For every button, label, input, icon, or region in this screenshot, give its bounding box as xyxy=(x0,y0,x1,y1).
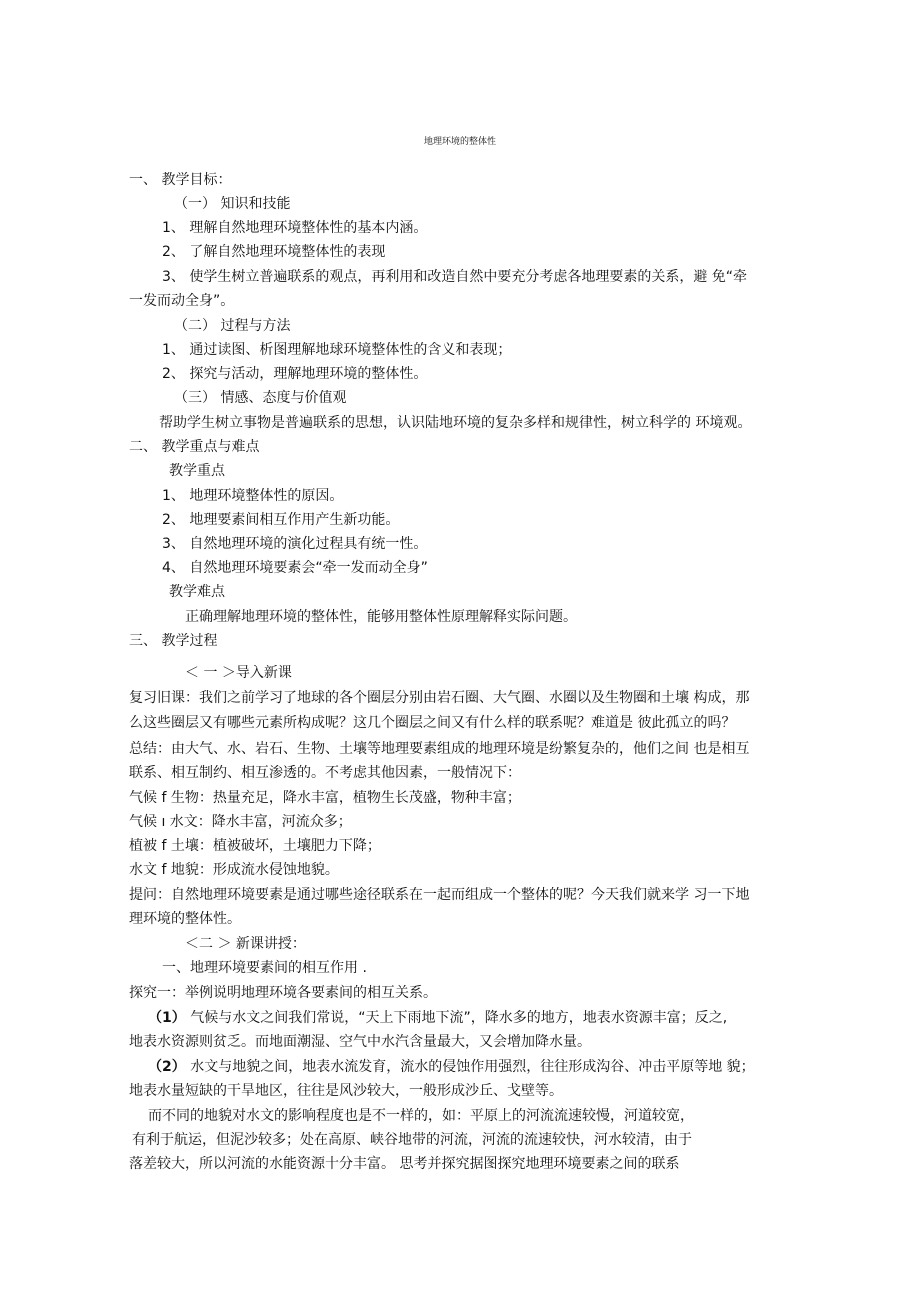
list-item: 2、 了解自然地理环境整体性的表现 xyxy=(162,244,386,260)
explore-heading: 探究一：举例说明地理环境各要素间的相互关系。 xyxy=(129,985,437,1001)
section-2-heading: 二、 教学重点与难点 xyxy=(129,439,260,455)
paragraph: 理环境的整体性。 xyxy=(129,911,241,927)
subsection-values: （三） 情感、态度与价值观 xyxy=(174,390,347,406)
paragraph xyxy=(148,1009,727,1027)
topic-heading: 一、地理环境要素间的相互作用 . xyxy=(162,960,367,976)
paragraph: 联系、相互制约、相互渗透的。不考虑其他因素，一般情况下： xyxy=(129,765,521,781)
paragraph xyxy=(148,1058,755,1076)
paragraph: 帮助学生树立事物是普遍联系的思想，认识陆地环境的复杂多样和规律性，树立科学的 环境观。 xyxy=(159,415,752,431)
paragraph: 落差较大，所以河流的水能资源十分丰富。 思考并探究据图探究地理环境要素之间的联系 xyxy=(129,1156,680,1172)
list-item: 2、 探究与活动，理解地理环境的整体性。 xyxy=(162,366,428,382)
difficulty-label: 教学难点 xyxy=(169,584,225,600)
paragraph: 地表水量短缺的干旱地区，往往是风沙较大，一般形成沙丘、戈壁等。 xyxy=(129,1083,563,1099)
subsection-intro: ＜ 一 ＞导入新课 xyxy=(185,665,292,681)
list-item-continuation: 一发而动全身”。 xyxy=(129,293,235,309)
page-title: 地理环境的整体性 xyxy=(423,137,496,147)
subsection-knowledge: （一） 知识和技能 xyxy=(174,196,291,212)
paragraph-text: 气候与水文之间我们常说，“天上下雨地下流”，降水多的地方，地表水资源丰富；反之, xyxy=(185,1010,728,1026)
relation-line: 气候 ı 水文：降水丰富，河流众多； xyxy=(129,814,352,830)
list-item: 3、 使学生树立普遍联系的观点，再利用和改造自然中要充分考虑各地理要素的关系，避 免“牵 xyxy=(162,269,748,285)
paragraph: 提问：自然地理环境要素是通过哪些途径联系在一起而组成一个整体的呢？今天我们就来学 习一下地 xyxy=(129,887,750,903)
paragraph: 地表水资源则贫乏。而地面潮湿、空气中水汽含量最大，又会增加降水量。 xyxy=(129,1034,591,1050)
paragraph: 而不同的地貌对水文的影响程度也是不一样的，如：平原上的河流流速较慢，河道较宽， xyxy=(148,1108,694,1124)
paragraph: 复习旧课：我们之前学习了地球的各个圈层分别由岩石圈、大气圈、水圈以及生物圈和土壤 构成，那 xyxy=(129,690,750,706)
paragraph-number: （2） xyxy=(148,1059,186,1075)
list-item: 1、 通过读图、析图理解地球环境整体性的含义和表现； xyxy=(162,342,512,358)
paragraph: 正确理解地理环境的整体性，能够用整体性原理解释实际问题。 xyxy=(185,609,577,625)
paragraph: 总结：由大气、水、岩石、生物、土壤等地理要素组成的地理环境是纷繁复杂的，他们之间 也是相互 xyxy=(129,741,750,757)
list-item: 1、 理解自然地理环境整体性的基本内涵。 xyxy=(162,220,428,236)
relation-line: 植被 f 土壤：植被破坏，土壤肥力下降； xyxy=(129,838,381,854)
list-item: 3、 自然地理环境的演化过程具有统一性。 xyxy=(162,536,428,552)
paragraph-number: （1） xyxy=(148,1010,186,1026)
relation-line: 气候 f 生物：热量充足，降水丰富，植物生长茂盛，物种丰富； xyxy=(129,790,521,806)
key-points-label: 教学重点 xyxy=(169,463,225,479)
paragraph: 有利于航运，但泥沙较多；处在高原、峡谷地带的河流，河流的流速较快，河水较清，由于 xyxy=(132,1132,692,1148)
list-item: 2、 地理要素间相互作用产生新功能。 xyxy=(162,512,400,528)
subsection-new-lesson: ＜二 ＞ 新课讲授： xyxy=(185,936,306,952)
section-3-heading: 三、 教学过程 xyxy=(129,633,218,649)
paragraph: 么这些圈层又有哪些元素所构成呢？这几个圈层之间又有什么样的联系呢？难道是 彼此孤立的吗？ xyxy=(129,715,736,731)
list-item: 1、 地理环境整体性的原因。 xyxy=(162,488,344,504)
relation-line: 水文 f 地貌：形成流水侵蚀地貌。 xyxy=(129,862,339,878)
section-1-heading: 一、 教学目标： xyxy=(129,172,232,188)
paragraph-text: 水文与地貌之间，地表水流发育，流水的侵蚀作用强烈，往往形成沟谷、冲击平原等地 貌； xyxy=(185,1059,755,1075)
list-item: 4、 自然地理环境要素会“牵一发而动全身” xyxy=(162,560,428,576)
subsection-process: （二） 过程与方法 xyxy=(174,318,291,334)
